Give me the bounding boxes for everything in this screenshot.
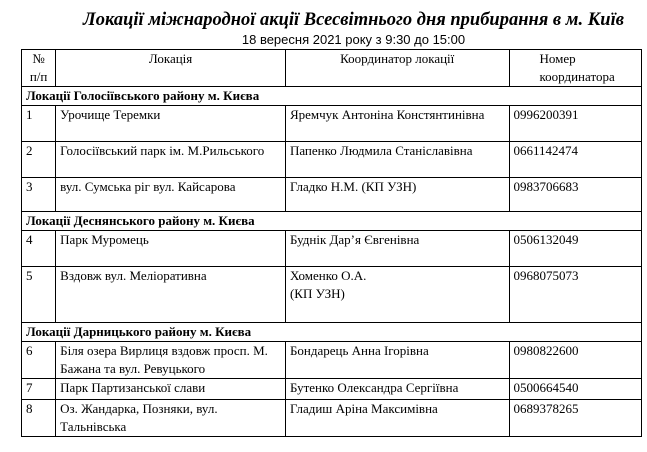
row-coordinator: Гладко Н.М. (КП УЗН) <box>285 178 509 212</box>
header-num: № п/п <box>22 50 56 87</box>
page-title: Локації міжнародної акції Всесвітнього дня прибирання в м. Київ <box>83 10 624 30</box>
row-phone: 0500664540 <box>509 379 642 400</box>
row-num: 4 <box>22 231 56 267</box>
row-coordinator: Яремчук Антоніна Констянтинівна <box>285 106 509 142</box>
row-phone: 0980822600 <box>509 342 642 379</box>
table-row <box>22 342 642 379</box>
table-row <box>22 142 642 178</box>
row-num: 5 <box>22 267 56 323</box>
table-row <box>22 400 642 437</box>
row-num: 7 <box>22 379 56 400</box>
row-coordinator: Папенко Людмила Станіславівна <box>285 142 509 178</box>
row-phone: 0968075073 <box>509 267 642 323</box>
row-num: 2 <box>22 142 56 178</box>
table-row <box>22 379 642 400</box>
table-row <box>22 267 642 323</box>
section-title: Локації Деснянського району м. Києва <box>22 212 642 231</box>
row-coordinator: Буднік Дар’я Євгенівна <box>285 231 509 267</box>
table-row <box>22 106 642 142</box>
section-row <box>22 323 642 342</box>
row-coordinator: Хоменко О.А. (КП УЗН) <box>285 267 509 323</box>
row-location: Парк Муромець <box>56 231 286 267</box>
page-subtitle: 18 вересня 2021 року з 9:30 до 15:00 <box>241 32 466 47</box>
row-phone: 0661142474 <box>509 142 642 178</box>
row-location: Голосіївський парк ім. М.Рильського <box>56 142 286 178</box>
row-phone: 0996200391 <box>509 106 642 142</box>
header-location: Локація <box>56 50 286 87</box>
row-phone: 0983706683 <box>509 178 642 212</box>
table-header-row <box>22 50 642 87</box>
row-num: 6 <box>22 342 56 379</box>
table-row <box>22 178 642 212</box>
row-location: Оз. Жандарка, Позняки, вул. Тальнівська <box>56 400 286 437</box>
row-location: вул. Сумська ріг вул. Кайсарова <box>56 178 286 212</box>
header-phone: Номер координатора <box>509 50 642 87</box>
row-num: 1 <box>22 106 56 142</box>
row-location: Вздовж вул. Меліоративна <box>56 267 286 323</box>
row-coordinator: Бондарець Анна Ігорівна <box>285 342 509 379</box>
row-num: 3 <box>22 178 56 212</box>
section-row <box>22 212 642 231</box>
locations-table <box>21 49 642 437</box>
row-coordinator: Гладиш Аріна Максимівна <box>285 400 509 437</box>
header-coordinator: Координатор локації <box>285 50 509 87</box>
row-location: Урочище Теремки <box>56 106 286 142</box>
row-location: Біля озера Вирлиця вздовж просп. М. Бажана та вул. Ревуцького <box>56 342 286 379</box>
row-location: Парк Партизанської слави <box>56 379 286 400</box>
section-row <box>22 87 642 106</box>
section-title: Локації Голосіївського району м. Києва <box>22 87 642 106</box>
row-coordinator: Бутенко Олександра Сергіївна <box>285 379 509 400</box>
table-row <box>22 231 642 267</box>
row-phone: 0689378265 <box>509 400 642 437</box>
row-phone: 0506132049 <box>509 231 642 267</box>
row-num: 8 <box>22 400 56 437</box>
section-title: Локації Дарницького району м. Києва <box>22 323 642 342</box>
